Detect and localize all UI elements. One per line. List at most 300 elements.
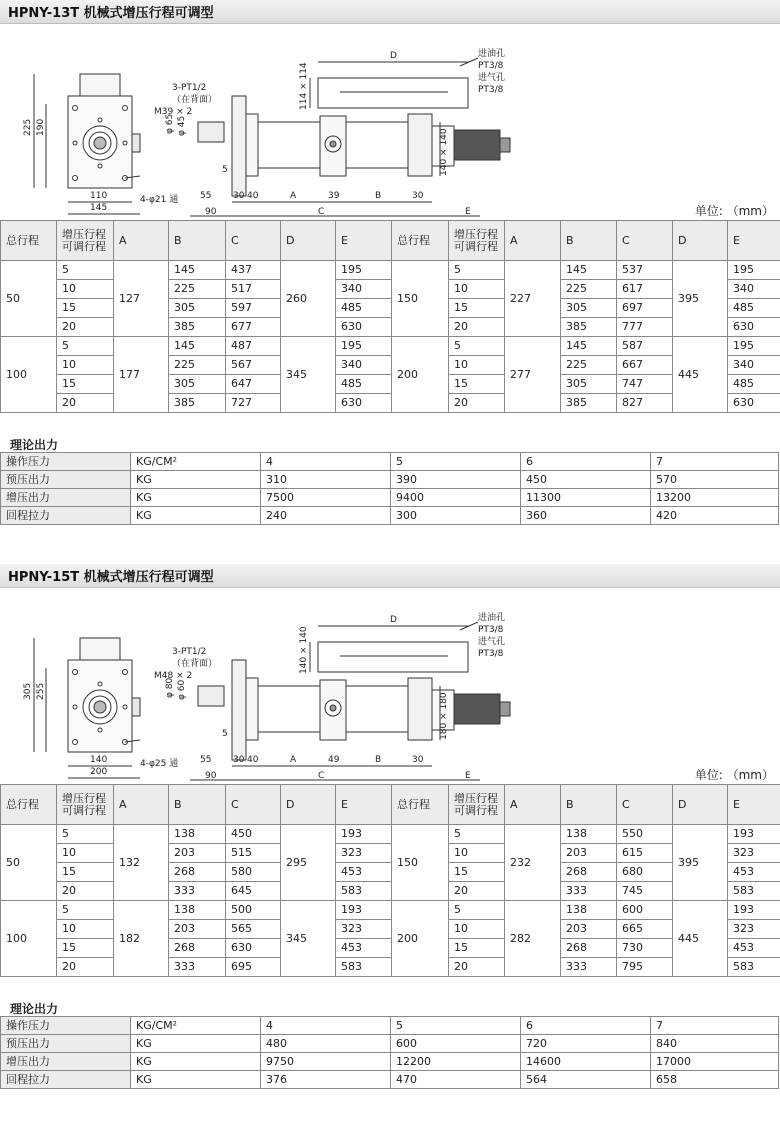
table-cell: 195 bbox=[336, 261, 392, 280]
dim-A: A bbox=[290, 191, 297, 201]
table-cell: 727 bbox=[226, 394, 281, 413]
table-cell: 138 bbox=[169, 901, 226, 920]
dim-A: A bbox=[290, 755, 297, 765]
table-cell: 485 bbox=[336, 299, 392, 318]
table-cell: 583 bbox=[728, 958, 780, 977]
table-cell: 665 bbox=[617, 920, 673, 939]
table-cell: 485 bbox=[728, 375, 780, 394]
table-cell: 193 bbox=[728, 825, 780, 844]
table-cell: 260 bbox=[281, 261, 336, 337]
table-cell: 15 bbox=[449, 939, 505, 958]
table-row bbox=[1, 825, 780, 844]
dia-inner: φ 45 bbox=[177, 115, 187, 136]
force-cell: KG bbox=[131, 489, 261, 507]
dim-height-inner: 255 bbox=[36, 682, 46, 700]
table-header-cell: 总行程 bbox=[1, 785, 57, 825]
table-cell: 145 bbox=[169, 261, 226, 280]
dim-D: D bbox=[390, 615, 397, 625]
table-cell: 203 bbox=[561, 920, 617, 939]
force-cell: 5 bbox=[391, 453, 521, 471]
table-cell: 583 bbox=[728, 882, 780, 901]
dim-square-front: 180 × 180 bbox=[439, 692, 449, 740]
table-cell: 340 bbox=[336, 280, 392, 299]
table-header-cell: 增压行程可调行程 bbox=[57, 221, 114, 261]
table-cell: 385 bbox=[561, 394, 617, 413]
dim-C: C bbox=[318, 771, 325, 781]
dim-mid: 39 bbox=[328, 191, 340, 201]
table-cell: 268 bbox=[169, 863, 226, 882]
table-cell: 333 bbox=[169, 958, 226, 977]
dim-mid: 49 bbox=[328, 755, 340, 765]
table-row bbox=[1, 901, 780, 920]
table-cell: 282 bbox=[505, 901, 561, 977]
table-cell: 10 bbox=[449, 920, 505, 939]
force-cell: 658 bbox=[651, 1071, 779, 1089]
oil-port: 进油孔 bbox=[478, 49, 506, 59]
table-cell: 730 bbox=[617, 939, 673, 958]
table-cell: 10 bbox=[57, 920, 114, 939]
table-cell: 445 bbox=[673, 337, 728, 413]
table-cell: 515 bbox=[226, 844, 281, 863]
table-header-cell: 增压行程可调行程 bbox=[449, 785, 505, 825]
table-cell: 450 bbox=[226, 825, 281, 844]
table-cell: 745 bbox=[617, 882, 673, 901]
force-cell: 6 bbox=[521, 1017, 651, 1035]
table-cell: 777 bbox=[617, 318, 673, 337]
table-cell: 150 bbox=[392, 261, 449, 337]
dim-5: 5 bbox=[222, 729, 228, 739]
dim-square-rear: 140 × 140 bbox=[299, 626, 309, 674]
table-cell: 15 bbox=[449, 299, 505, 318]
table-cell: 200 bbox=[392, 337, 449, 413]
table-cell: 645 bbox=[226, 882, 281, 901]
table-cell: 583 bbox=[336, 958, 392, 977]
port-label: 3-PT1/2 bbox=[172, 647, 207, 657]
table-cell: 340 bbox=[728, 356, 780, 375]
table-header-row bbox=[1, 221, 780, 261]
table-cell: 193 bbox=[728, 901, 780, 920]
table-cell: 127 bbox=[114, 261, 169, 337]
table-header-cell: 总行程 bbox=[392, 221, 449, 261]
table-cell: 10 bbox=[449, 844, 505, 863]
table-cell: 345 bbox=[281, 901, 336, 977]
force-cell: 5 bbox=[391, 1017, 521, 1035]
force-cell: 420 bbox=[651, 507, 779, 525]
table-cell: 195 bbox=[336, 337, 392, 356]
dia-outer: φ 80 bbox=[165, 677, 175, 698]
table-cell: 203 bbox=[169, 844, 226, 863]
table-cell: 5 bbox=[449, 261, 505, 280]
air-port: 进气孔 bbox=[478, 73, 506, 83]
dimension-table bbox=[0, 784, 780, 977]
force-label: 回程拉力 bbox=[1, 507, 131, 525]
table-cell: 485 bbox=[336, 375, 392, 394]
table-cell: 15 bbox=[449, 375, 505, 394]
force-cell: 7500 bbox=[261, 489, 391, 507]
dim-30b: 30 bbox=[412, 191, 424, 201]
oil-port-thread: PT3/8 bbox=[478, 625, 504, 635]
product-section-2 bbox=[0, 564, 780, 1086]
table-cell: 20 bbox=[57, 958, 114, 977]
dim-30a: 30 bbox=[233, 755, 245, 765]
force-cell: 7 bbox=[651, 453, 779, 471]
dim-width-inner: 140 bbox=[90, 755, 108, 765]
force-cell: 17000 bbox=[651, 1053, 779, 1071]
table-header-cell: A bbox=[505, 221, 561, 261]
force-cell: KG bbox=[131, 1053, 261, 1071]
dim-B: B bbox=[375, 755, 382, 765]
dim-5: 5 bbox=[222, 165, 228, 175]
table-header-cell: E bbox=[728, 221, 780, 261]
table-cell: 268 bbox=[561, 863, 617, 882]
table-cell: 20 bbox=[449, 394, 505, 413]
table-cell: 10 bbox=[449, 356, 505, 375]
table-cell: 10 bbox=[57, 844, 114, 863]
table-header-cell: 总行程 bbox=[392, 785, 449, 825]
table-cell: 200 bbox=[392, 901, 449, 977]
force-row bbox=[1, 489, 779, 507]
force-cell: 480 bbox=[261, 1035, 391, 1053]
table-cell: 5 bbox=[57, 261, 114, 280]
table-cell: 225 bbox=[169, 356, 226, 375]
table-cell: 453 bbox=[728, 939, 780, 958]
table-cell: 182 bbox=[114, 901, 169, 977]
table-cell: 677 bbox=[226, 318, 281, 337]
unit-label: 单位: （mm） bbox=[694, 768, 774, 782]
dia-inner: φ 60 bbox=[177, 679, 187, 700]
air-port-thread: PT3/8 bbox=[478, 649, 504, 659]
table-cell: 138 bbox=[169, 825, 226, 844]
table-cell: 15 bbox=[57, 939, 114, 958]
table-header-cell: E bbox=[336, 785, 392, 825]
table-cell: 177 bbox=[114, 337, 169, 413]
table-cell: 138 bbox=[561, 825, 617, 844]
force-cell: 840 bbox=[651, 1035, 779, 1053]
table-cell: 277 bbox=[505, 337, 561, 413]
dim-width-outer: 200 bbox=[90, 767, 108, 777]
table-header-cell: C bbox=[226, 785, 281, 825]
table-cell: 567 bbox=[226, 356, 281, 375]
table-cell: 453 bbox=[728, 863, 780, 882]
table-cell: 132 bbox=[114, 825, 169, 901]
force-cell: 570 bbox=[651, 471, 779, 489]
force-cell: 14600 bbox=[521, 1053, 651, 1071]
dim-40: 40 bbox=[247, 191, 259, 201]
force-cell: 360 bbox=[521, 507, 651, 525]
table-cell: 145 bbox=[169, 337, 226, 356]
table-cell: 615 bbox=[617, 844, 673, 863]
force-cell: 310 bbox=[261, 471, 391, 489]
force-row bbox=[1, 1017, 779, 1035]
table-cell: 333 bbox=[169, 882, 226, 901]
force-cell: KG bbox=[131, 471, 261, 489]
air-port-thread: PT3/8 bbox=[478, 85, 504, 95]
table-cell: 225 bbox=[561, 356, 617, 375]
dim-E: E bbox=[465, 771, 471, 781]
table-row bbox=[1, 337, 780, 356]
table-cell: 305 bbox=[561, 299, 617, 318]
table-cell: 395 bbox=[673, 261, 728, 337]
table-cell: 345 bbox=[281, 337, 336, 413]
dim-square-rear: 114 × 114 bbox=[299, 62, 309, 110]
table-cell: 268 bbox=[561, 939, 617, 958]
force-cell: KG bbox=[131, 507, 261, 525]
table-cell: 305 bbox=[561, 375, 617, 394]
cylinder-drawing bbox=[0, 590, 780, 790]
table-cell: 5 bbox=[449, 901, 505, 920]
table-cell: 193 bbox=[336, 901, 392, 920]
table-cell: 537 bbox=[617, 261, 673, 280]
table-header-cell: 增压行程可调行程 bbox=[57, 785, 114, 825]
table-cell: 225 bbox=[169, 280, 226, 299]
table-cell: 50 bbox=[1, 261, 57, 337]
dim-40: 40 bbox=[247, 755, 259, 765]
table-cell: 795 bbox=[617, 958, 673, 977]
force-label: 操作压力 bbox=[1, 1017, 131, 1035]
dim-width-inner: 110 bbox=[90, 191, 108, 201]
mount-holes: 4-φ25 通 bbox=[140, 759, 179, 769]
table-cell: 323 bbox=[728, 920, 780, 939]
table-header-cell: B bbox=[169, 221, 226, 261]
table-cell: 145 bbox=[561, 261, 617, 280]
dim-height-outer: 305 bbox=[23, 682, 33, 700]
table-cell: 15 bbox=[449, 863, 505, 882]
table-header-cell: E bbox=[728, 785, 780, 825]
force-table bbox=[0, 1016, 779, 1089]
force-row bbox=[1, 1053, 779, 1071]
table-cell: 225 bbox=[561, 280, 617, 299]
dim-square-front: 140 × 140 bbox=[439, 128, 449, 176]
table-cell: 20 bbox=[57, 394, 114, 413]
table-header-cell: D bbox=[673, 785, 728, 825]
table-cell: 630 bbox=[728, 394, 780, 413]
table-cell: 100 bbox=[1, 337, 57, 413]
table-cell: 583 bbox=[336, 882, 392, 901]
table-cell: 385 bbox=[169, 318, 226, 337]
drawing-diagram bbox=[0, 26, 780, 226]
table-cell: 340 bbox=[728, 280, 780, 299]
table-cell: 138 bbox=[561, 901, 617, 920]
force-label: 预压出力 bbox=[1, 1035, 131, 1053]
table-cell: 15 bbox=[57, 863, 114, 882]
thread-label: M48 × 2 bbox=[154, 671, 193, 681]
dim-D: D bbox=[390, 51, 397, 61]
table-cell: 647 bbox=[226, 375, 281, 394]
table-cell: 193 bbox=[336, 825, 392, 844]
table-cell: 597 bbox=[226, 299, 281, 318]
table-header-cell: B bbox=[169, 785, 226, 825]
table-header-cell: E bbox=[336, 221, 392, 261]
table-cell: 630 bbox=[336, 394, 392, 413]
table-cell: 10 bbox=[57, 280, 114, 299]
force-cell: 564 bbox=[521, 1071, 651, 1089]
force-row bbox=[1, 507, 779, 525]
table-cell: 323 bbox=[728, 844, 780, 863]
table-cell: 500 bbox=[226, 901, 281, 920]
force-cell: 11300 bbox=[521, 489, 651, 507]
table-cell: 305 bbox=[169, 299, 226, 318]
force-cell: KG bbox=[131, 1035, 261, 1053]
unit-label: 单位: （mm） bbox=[694, 204, 774, 218]
thread-label: M39 × 2 bbox=[154, 107, 193, 117]
force-cell: KG/CM² bbox=[131, 453, 261, 471]
table-cell: 630 bbox=[336, 318, 392, 337]
table-cell: 453 bbox=[336, 863, 392, 882]
dim-width-outer: 145 bbox=[90, 203, 108, 213]
table-cell: 323 bbox=[336, 920, 392, 939]
table-header-cell: D bbox=[673, 221, 728, 261]
table-cell: 395 bbox=[673, 825, 728, 901]
force-row bbox=[1, 471, 779, 489]
table-cell: 5 bbox=[57, 901, 114, 920]
table-header-row bbox=[1, 785, 780, 825]
force-cell: 9400 bbox=[391, 489, 521, 507]
table-cell: 485 bbox=[728, 299, 780, 318]
dim-90: 90 bbox=[205, 207, 217, 217]
force-cell: 390 bbox=[391, 471, 521, 489]
table-header-cell: C bbox=[617, 785, 673, 825]
dim-55: 55 bbox=[200, 191, 212, 201]
table-header-cell: C bbox=[226, 221, 281, 261]
table-header-cell: 总行程 bbox=[1, 221, 57, 261]
drawing-diagram bbox=[0, 590, 780, 790]
table-cell: 295 bbox=[281, 825, 336, 901]
table-cell: 385 bbox=[561, 318, 617, 337]
force-row bbox=[1, 1071, 779, 1089]
force-cell: 720 bbox=[521, 1035, 651, 1053]
table-cell: 232 bbox=[505, 825, 561, 901]
force-cell: 12200 bbox=[391, 1053, 521, 1071]
table-cell: 195 bbox=[728, 337, 780, 356]
table-header-cell: B bbox=[561, 221, 617, 261]
table-cell: 827 bbox=[617, 394, 673, 413]
table-cell: 20 bbox=[449, 882, 505, 901]
table-cell: 5 bbox=[449, 337, 505, 356]
oil-port: 进油孔 bbox=[478, 613, 506, 623]
table-cell: 50 bbox=[1, 825, 57, 901]
port-note: （在背面） bbox=[172, 95, 218, 105]
cylinder-drawing bbox=[0, 26, 780, 226]
table-cell: 20 bbox=[449, 958, 505, 977]
force-row bbox=[1, 453, 779, 471]
table-cell: 227 bbox=[505, 261, 561, 337]
table-cell: 747 bbox=[617, 375, 673, 394]
table-row bbox=[1, 261, 780, 280]
force-cell: 4 bbox=[261, 1017, 391, 1035]
dia-outer: φ 65 bbox=[165, 113, 175, 134]
table-cell: 340 bbox=[336, 356, 392, 375]
table-header-cell: C bbox=[617, 221, 673, 261]
table-cell: 385 bbox=[169, 394, 226, 413]
table-cell: 517 bbox=[226, 280, 281, 299]
table-cell: 487 bbox=[226, 337, 281, 356]
table-cell: 680 bbox=[617, 863, 673, 882]
force-cell: 7 bbox=[651, 1017, 779, 1035]
force-label: 回程拉力 bbox=[1, 1071, 131, 1089]
table-cell: 453 bbox=[336, 939, 392, 958]
dim-E: E bbox=[465, 207, 471, 217]
table-cell: 5 bbox=[57, 337, 114, 356]
table-header-cell: A bbox=[505, 785, 561, 825]
force-cell: 13200 bbox=[651, 489, 779, 507]
table-cell: 15 bbox=[57, 375, 114, 394]
force-cell: 376 bbox=[261, 1071, 391, 1089]
table-cell: 550 bbox=[617, 825, 673, 844]
oil-port-thread: PT3/8 bbox=[478, 61, 504, 71]
force-cell: 6 bbox=[521, 453, 651, 471]
table-cell: 15 bbox=[57, 299, 114, 318]
table-header-cell: A bbox=[114, 221, 169, 261]
table-cell: 333 bbox=[561, 882, 617, 901]
table-cell: 695 bbox=[226, 958, 281, 977]
table-cell: 100 bbox=[1, 901, 57, 977]
table-header-cell: D bbox=[281, 785, 336, 825]
table-cell: 587 bbox=[617, 337, 673, 356]
table-cell: 630 bbox=[226, 939, 281, 958]
force-cell: 4 bbox=[261, 453, 391, 471]
force-cell: KG bbox=[131, 1071, 261, 1089]
table-cell: 145 bbox=[561, 337, 617, 356]
dimension-table bbox=[0, 220, 780, 413]
force-title: 理论出力 bbox=[10, 1002, 59, 1016]
table-cell: 10 bbox=[57, 356, 114, 375]
dim-C: C bbox=[318, 207, 325, 217]
force-cell: 9750 bbox=[261, 1053, 391, 1071]
force-cell: KG/CM² bbox=[131, 1017, 261, 1035]
port-note: （在背面） bbox=[172, 659, 218, 669]
table-cell: 268 bbox=[169, 939, 226, 958]
table-header-cell: D bbox=[281, 221, 336, 261]
port-label: 3-PT1/2 bbox=[172, 83, 207, 93]
table-cell: 667 bbox=[617, 356, 673, 375]
table-cell: 323 bbox=[336, 844, 392, 863]
dim-90: 90 bbox=[205, 771, 217, 781]
force-cell: 600 bbox=[391, 1035, 521, 1053]
force-title: 理论出力 bbox=[10, 438, 59, 452]
table-cell: 333 bbox=[561, 958, 617, 977]
force-cell: 470 bbox=[391, 1071, 521, 1089]
table-header-cell: 增压行程可调行程 bbox=[449, 221, 505, 261]
mount-holes: 4-φ21 通 bbox=[140, 195, 179, 205]
force-cell: 300 bbox=[391, 507, 521, 525]
table-cell: 630 bbox=[728, 318, 780, 337]
force-label: 增压出力 bbox=[1, 489, 131, 507]
section-title: HPNY-13T 机械式增压行程可调型 bbox=[0, 0, 780, 24]
dim-55: 55 bbox=[200, 755, 212, 765]
dim-B: B bbox=[375, 191, 382, 201]
dim-30b: 30 bbox=[412, 755, 424, 765]
product-section-1 bbox=[0, 0, 780, 522]
force-label: 操作压力 bbox=[1, 453, 131, 471]
air-port: 进气孔 bbox=[478, 637, 506, 647]
table-header-cell: A bbox=[114, 785, 169, 825]
table-cell: 305 bbox=[169, 375, 226, 394]
table-cell: 20 bbox=[57, 882, 114, 901]
force-row bbox=[1, 1035, 779, 1053]
table-cell: 580 bbox=[226, 863, 281, 882]
dim-height-outer: 225 bbox=[23, 118, 33, 136]
table-cell: 5 bbox=[449, 825, 505, 844]
table-cell: 600 bbox=[617, 901, 673, 920]
table-cell: 20 bbox=[449, 318, 505, 337]
table-cell: 20 bbox=[57, 318, 114, 337]
section-title: HPNY-15T 机械式增压行程可调型 bbox=[0, 564, 780, 588]
table-cell: 437 bbox=[226, 261, 281, 280]
table-cell: 203 bbox=[561, 844, 617, 863]
table-cell: 697 bbox=[617, 299, 673, 318]
table-header-cell: B bbox=[561, 785, 617, 825]
table-cell: 445 bbox=[673, 901, 728, 977]
